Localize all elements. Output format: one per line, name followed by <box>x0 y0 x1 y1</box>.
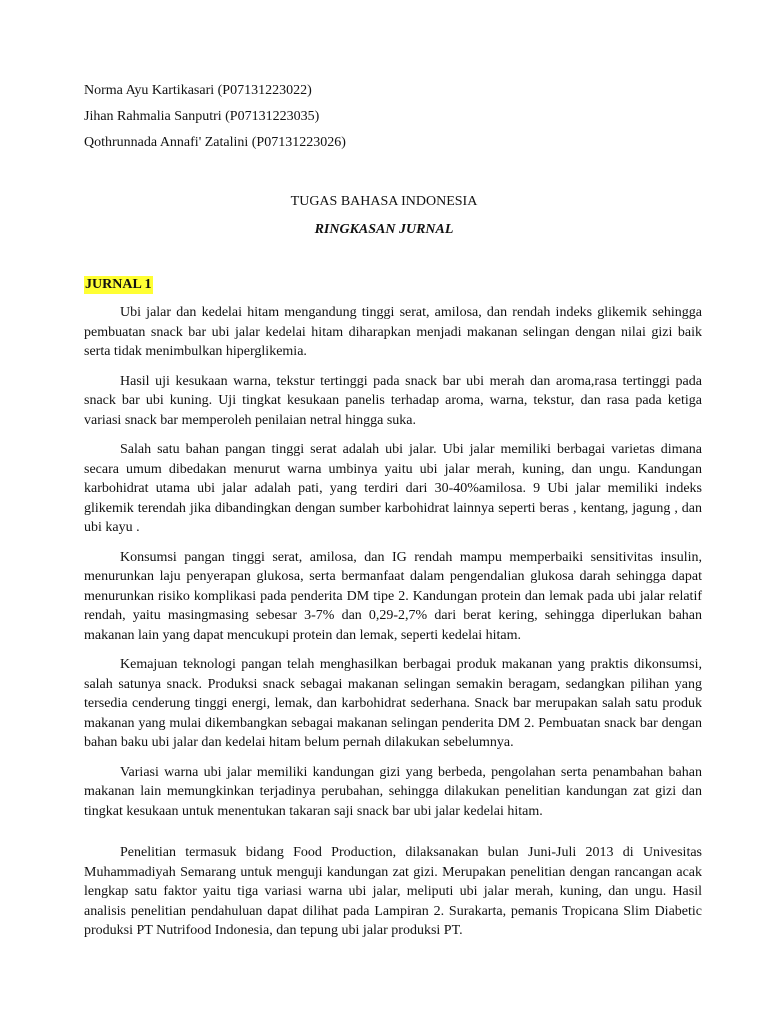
paragraph: Konsumsi pangan tinggi serat, amilosa, dan IG rendah mampu memperbaiki sensitivitas insulin, menurunkan laju penyerapan glukosa, serta bermanfaat dalam pengendalian glukosa darah sehingga dapat menurunkan risiko komplikasi pada penderita DM tipe 2. Kandungan protein dan lemak pada ubi jalar relatif rendah, yaitu masingmasing sebesar 3-7% dan 0,29-2,7% dari berat kering, sehingga diperlukan bahan makanan lain yang dapat mencukupi protein dan lemak, seperti kedelai hitam. <box>84 549 702 643</box>
paragraph: Ubi jalar dan kedelai hitam mengandung tinggi serat, amilosa, dan rendah indeks glikemik sehingga pembuatan snack bar ubi jalar kedelai hitam diharapkan menjadi makanan selingan dengan nilai gizi baik serta tidak menimbulkan hiperglikemia. <box>84 305 702 359</box>
author-list <box>84 82 684 160</box>
document-subtitle: RINGKASAN JURNAL <box>314 222 454 237</box>
document-body <box>84 303 702 951</box>
paragraph: Penelitian termasuk bidang Food Production, dilaksanakan bulan Juni-Juli 2013 di Univesitas Muhammadiyah Semarang untuk menguji kandungan zat gizi. Merupakan penelitian dengan rancangan acak lengkap satu faktor yaitu tiga variasi warna ubi jalar, meliputi ubi jalar merah, kuning, dan ungu. Hasil analisis penelitian pendahuluan dapat dilihat pada Lampiran 2. Surakarta, pemanis Tropicana Slim Diabetic produksi PT Nutrifood Indonesia, dan tepung ubi jalar produksi PT. <box>84 845 702 938</box>
paragraph: Hasil uji kesukaan warna, tekstur tertinggi pada snack bar ubi merah dan aroma,rasa tertinggi pada snack bar ubi kuning. Uji tingkat kesukaan panelis terhadap aroma, warna, tekstur, dan rasa pada ketiga variasi snack bar memperoleh penilaian netral hingga suka. <box>84 373 702 428</box>
author-name: Norma Ayu Kartikasari (P07131223022) <box>84 83 312 98</box>
author-name: Jihan Rahmalia Sanputri (P07131223035) <box>84 109 320 124</box>
paragraph: Variasi warna ubi jalar memiliki kandungan gizi yang berbeda, pengolahan serta penambahan bahan makanan lain memungkinkan terjadinya perubahan, sehingga dilakukan penelitian kandungan zat gizi dan tingkat kesukaan untuk menentukan takaran saji snack bar ubi jalar kedelai hitam. <box>84 764 702 819</box>
paragraph: Salah satu bahan pangan tinggi serat adalah ubi jalar. Ubi jalar memiliki berbagai varietas dimana secara umum dibedakan menurut warna umbinya yaitu ubi jalar merah, kuning, dan ungu. Kandungan karbohidrat utama ubi jalar adalah pati, yang terdiri dari 30-40%amilosa. 9 Ubi jalar memiliki indeks glikemik terendah jika dibandingkan dengan sumber karbohidrat lainnya seperti beras , kentang, jagung , dan ubi kayu . <box>84 442 702 535</box>
author-name: Qothrunnada Annafi' Zatalini (P07131223026) <box>84 135 346 150</box>
paragraph: Kemajuan teknologi pangan telah menghasilkan berbagai produk makanan yang praktis dikonsumsi, salah satunya snack. Produksi snack sebagai makanan selingan semakin beragam, sedangkan pilihan yang tersedia cenderung tinggi energi, lemak, dan karbohidrat sederhana. Snack bar merupakan salah satu produk makanan yang mulai dikembangkan sebagai makanan selingan penderita DM 2. Pembuatan snack bar dengan bahan baku ubi jalar dan kedelai hitam belum pernah dilakukan sebelumnya. <box>84 657 702 750</box>
section-heading-highlighted: JURNAL 1 <box>85 277 152 292</box>
document-title: TUGAS BAHASA INDONESIA <box>290 194 478 209</box>
